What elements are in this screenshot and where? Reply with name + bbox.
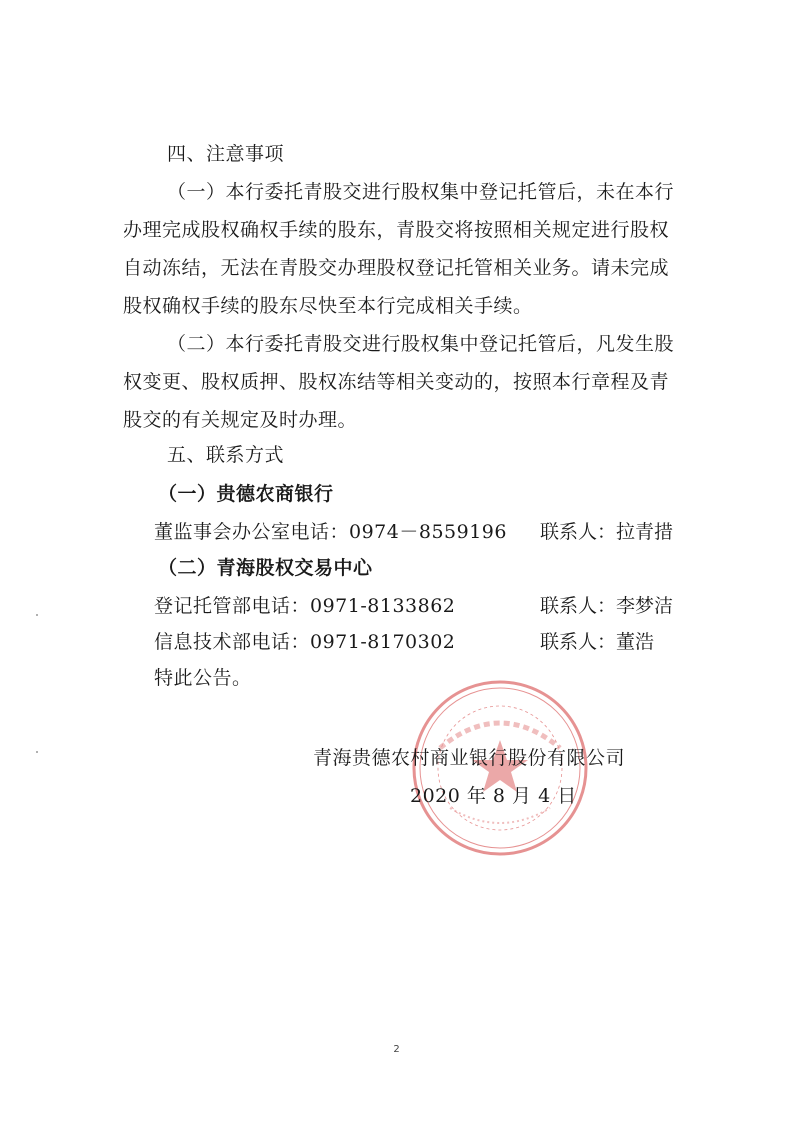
- section-4-item-1-line-3: 自动冻结，无法在青股交办理股权登记托管相关业务。请未完成: [123, 257, 670, 279]
- org-1-name: （一）贵德农商银行: [158, 483, 334, 505]
- scan-speck: [36, 614, 38, 616]
- section-4-item-2-line-3: 股交的有关规定及时办理。: [123, 409, 358, 431]
- org-2-row-2-contact: 联系人：董浩: [540, 631, 655, 653]
- org-2-row-1-contact: 联系人：李梦洁: [540, 595, 674, 617]
- section-4-item-1-line-4: 股权确权手续的股东尽快至本行完成相关手续。: [123, 295, 533, 317]
- section-5-heading: 五、联系方式: [167, 444, 285, 466]
- section-4-item-1-line-1: （一）本行委托青股交进行股权集中登记托管后，未在本行: [167, 181, 675, 203]
- page-number: 2: [393, 1044, 400, 1055]
- section-4-item-1-line-2: 办理完成股权确权手续的股东，青股交将按照相关规定进行股权: [123, 219, 670, 241]
- section-4-heading: 四、注意事项: [167, 143, 285, 165]
- section-4-item-2-line-2: 权变更、股权质押、股权冻结等相关变动的，按照本行章程及青: [123, 371, 670, 393]
- org-2-row-2-phone: 信息技术部电话：0971-8170302: [154, 631, 456, 653]
- signature-company: 青海贵德农村商业银行股份有限公司: [313, 747, 626, 769]
- org-2-row-1-phone: 登记托管部电话：0971-8133862: [154, 595, 456, 617]
- closing-text: 特此公告。: [154, 667, 252, 689]
- scan-speck: [36, 751, 38, 753]
- section-4-item-2-line-1: （二）本行委托青股交进行股权集中登记托管后，凡发生股: [167, 333, 675, 355]
- signature-date: 2020 年 8 月 4 日: [410, 785, 577, 807]
- org-1-phone: 董监事会办公室电话：0974－8559196: [154, 521, 507, 543]
- org-2-name: （二）青海股权交易中心: [158, 557, 373, 579]
- org-1-contact: 联系人：拉青措: [540, 521, 674, 543]
